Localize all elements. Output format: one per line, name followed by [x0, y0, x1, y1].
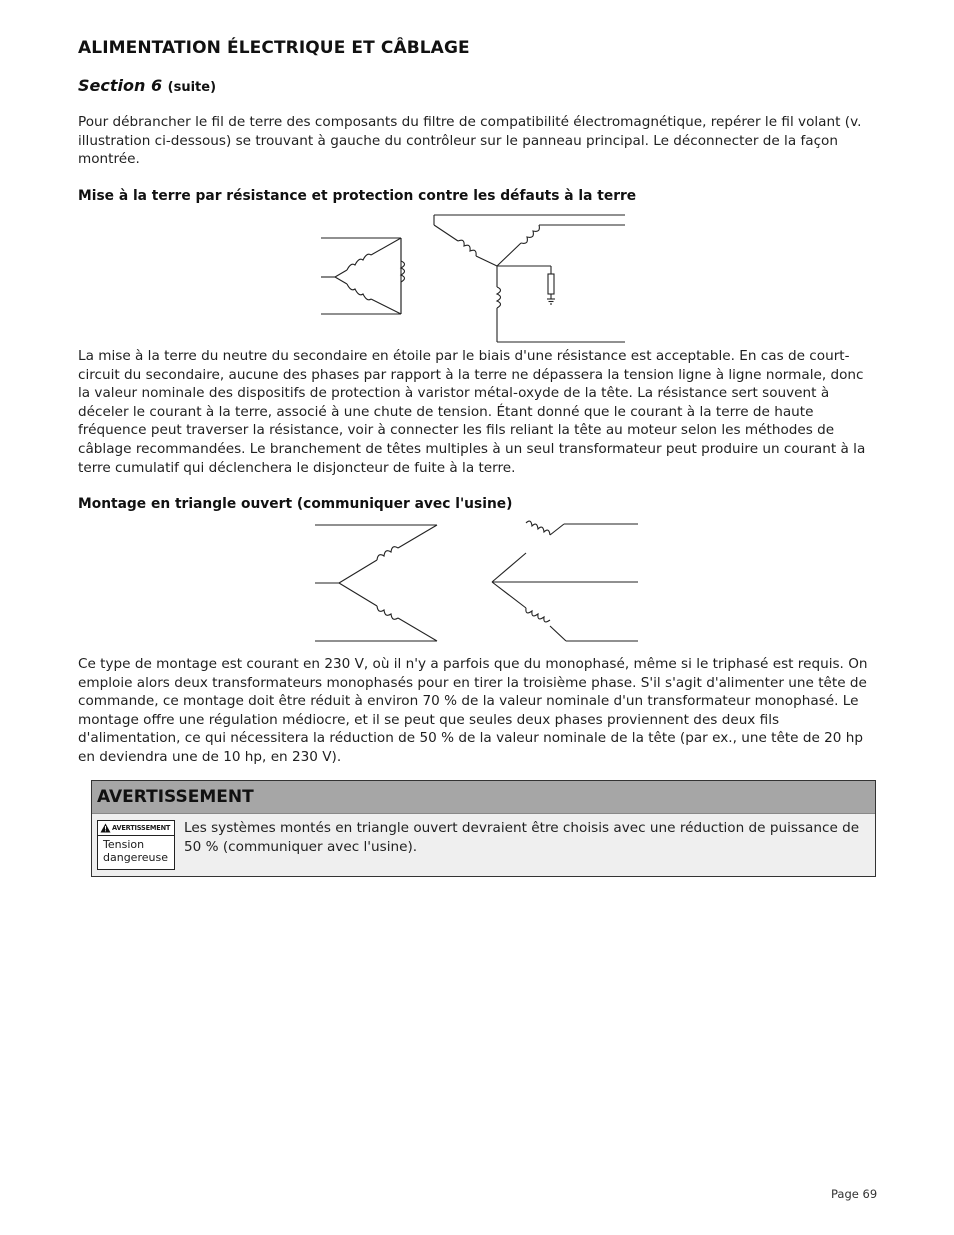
warning-text: Les systèmes montés en triangle ouvert devraient être choisis avec une réduction de puissance de 50 % (communiquer avec l'usine).	[184, 820, 860, 855]
section-title-suffix: (suite)	[167, 80, 217, 95]
hazard-label-header	[98, 821, 174, 836]
section-title-main: Section 6	[78, 76, 163, 95]
warning-box	[91, 780, 876, 877]
warning-title: AVERTISSEMENT	[97, 787, 254, 807]
wye-resistor-grounding-diagram	[300, 205, 640, 345]
warning-triangle-icon	[100, 823, 111, 833]
wye-secondary-winding	[434, 215, 625, 342]
hazard-label-word: AVERTISSEMENT	[112, 824, 171, 832]
grounding-resistor	[497, 266, 554, 299]
open-delta-paragraph: Ce type de montage est courant en 230 V, où il n'y a parfois que du monophasé, même si le triphasé est requis. On emploie alors deux transformateurs monophasés pour en tirer la troisième phase. S'il s'agit d'alimenter une tête de commande, ce montage doit être réduit à environ 70 % de la valeur nominale d'un transformateur monophasé. Le montage offre une régulation médiocre, et il se peut que seules deux phases proviennent des deux fils d'alimentation, ce qui nécessitera la réduction de 50 % de la valeur nominale de la tête (par ex., une tête de 20 hp en deviendra une de 10 hp, en 230 V).	[78, 656, 868, 765]
intro-paragraph: Pour débrancher le fil de terre des composants du filtre de compatibilité électromagnétique, repérer le fil volant (v. illustration ci-dessous) se trouvant à gauche du contrôleur sur le panneau principal. Le déconnecter de la façon montrée.	[78, 114, 862, 168]
grounding-subheading: Mise à la terre par résistance et protection contre les défauts à la terre	[78, 188, 637, 204]
hazard-label	[97, 820, 175, 870]
resistance-paragraph: La mise à la terre du neutre du secondaire en étoile par le biais d'une résistance est acceptable. En cas de court-circuit du secondaire, aucune des phases par rapport à la terre ne dépassera la tension ligne à ligne normale, donc la valeur nominale des dispositifs de protection à varistor métal-oxyde de la tête. La résistance sert souvent à déceler le courant à la terre, associé à une chute de tension. Étant donné que le courant à la terre de haute fréquence peut traverser la résistance, voir à connecter les fils reliant la tête au moteur selon les méthodes de câblage recommandées. Le branchement de têtes multiples à un seul transformateur peut produire un courant à la terre cumulatif qui déclenchera le disjoncteur de fuite à la terre.	[78, 348, 866, 476]
page-number: Page 69	[831, 1187, 878, 1201]
ground-symbol-icon	[547, 299, 555, 304]
open-delta-primary	[315, 525, 437, 641]
open-delta-diagram	[305, 515, 650, 650]
hazard-label-text: Tension dangereuse	[103, 838, 168, 864]
page-heading: ALIMENTATION ÉLECTRIQUE ET CÂBLAGE	[78, 38, 470, 58]
open-delta-secondary	[492, 521, 638, 641]
warning-header	[92, 781, 875, 814]
open-delta-subheading: Montage en triangle ouvert (communiquer avec l'usine)	[78, 496, 513, 512]
section-title	[78, 76, 216, 95]
delta-primary-winding	[321, 238, 405, 314]
